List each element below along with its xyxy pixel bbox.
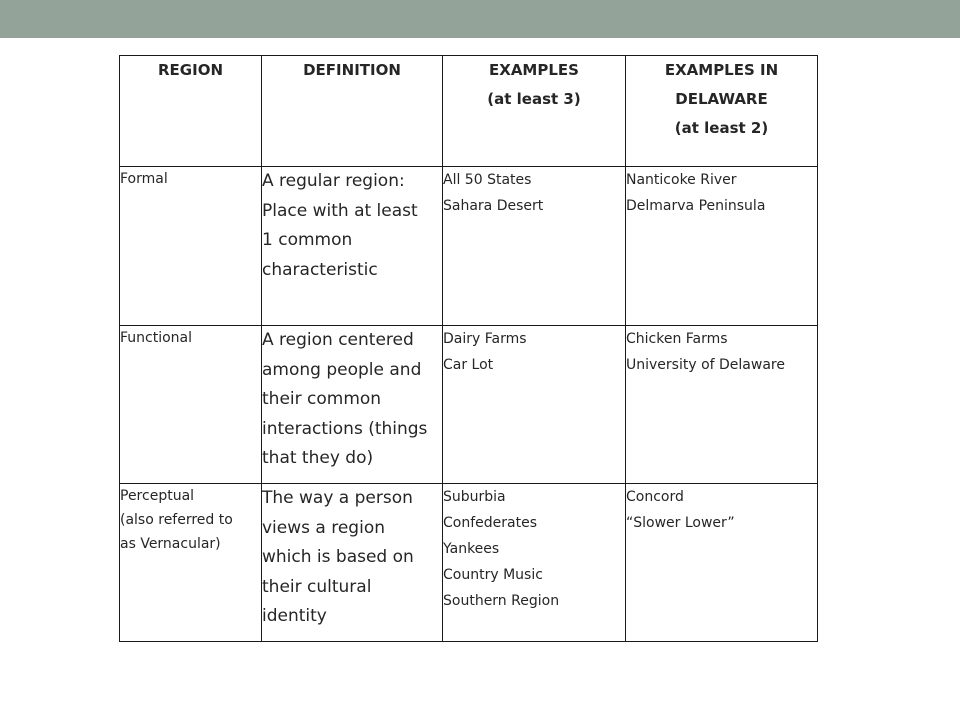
region-header-text: REGION — [158, 61, 223, 79]
region-name: Functional — [120, 330, 193, 346]
delaware-example-item: Delmarva Peninsula — [626, 198, 766, 214]
example-item: Sahara Desert — [443, 198, 544, 214]
definition-cell — [262, 326, 443, 484]
definition-line: identity — [262, 606, 327, 626]
example-item: Yankees — [443, 541, 500, 557]
region-cell — [120, 167, 262, 326]
definition-line: A region centered — [262, 330, 414, 350]
delaware-example-item: “Slower Lower” — [626, 515, 735, 531]
delaware-header-line: EXAMPLES IN — [664, 61, 779, 79]
delaware-examples-cell — [626, 326, 818, 484]
examples-header-line: EXAMPLES — [489, 61, 579, 79]
table-row — [120, 326, 818, 484]
definition-line: among people and — [262, 359, 422, 380]
delaware-examples-cell — [626, 484, 818, 642]
table-row — [120, 484, 818, 642]
definition-line: Place with at least — [262, 200, 418, 221]
delaware-examples-column-header — [626, 56, 818, 167]
definition-line: 1 common — [262, 230, 353, 250]
example-item: Dairy Farms — [443, 331, 527, 347]
examples-cell — [443, 484, 626, 642]
definition-cell — [262, 167, 443, 326]
examples-column-header — [443, 56, 626, 167]
example-item: Confederates — [443, 515, 537, 531]
top-accent-bar — [0, 0, 960, 38]
definition-line: characteristic — [262, 259, 378, 280]
example-item: Car Lot — [443, 357, 494, 373]
region-cell — [120, 326, 262, 484]
regions-table — [119, 55, 818, 642]
definition-line: that they do) — [262, 448, 374, 468]
region-name: Formal — [120, 171, 168, 187]
region-name: Perceptual — [120, 488, 195, 504]
examples-cell — [443, 326, 626, 484]
example-item: Country Music — [443, 567, 543, 583]
region-column-header — [120, 56, 262, 167]
example-item: All 50 States — [443, 172, 532, 188]
example-item: Southern Region — [443, 593, 560, 609]
definition-line: their common — [262, 389, 382, 409]
delaware-header-line: (at least 2) — [674, 119, 769, 137]
definition-line: The way a person — [262, 488, 413, 508]
delaware-examples-cell — [626, 167, 818, 326]
definition-column-header — [262, 56, 443, 167]
delaware-example-item: Nanticoke River — [626, 172, 737, 188]
definition-line: which is based on — [262, 547, 414, 567]
region-cell — [120, 484, 262, 642]
definition-line: their cultural — [262, 576, 372, 597]
delaware-example-item: Chicken Farms — [626, 331, 728, 347]
definition-line: A regular region: — [262, 171, 405, 191]
examples-header-line: (at least 3) — [487, 90, 581, 108]
example-item: Suburbia — [443, 489, 506, 505]
delaware-example-item: University of Delaware — [626, 357, 785, 373]
delaware-example-item: Concord — [626, 489, 684, 505]
region-note: (also referred to — [120, 512, 233, 528]
delaware-header-line: DELAWARE — [675, 90, 768, 108]
examples-cell — [443, 167, 626, 326]
definition-line: views a region — [262, 517, 385, 538]
header-row — [120, 56, 818, 167]
definition-line: interactions (things — [262, 418, 428, 439]
definition-cell — [262, 484, 443, 642]
region-note: as Vernacular) — [120, 536, 221, 552]
definition-header-text: DEFINITION — [303, 61, 401, 79]
table-row — [120, 167, 818, 326]
